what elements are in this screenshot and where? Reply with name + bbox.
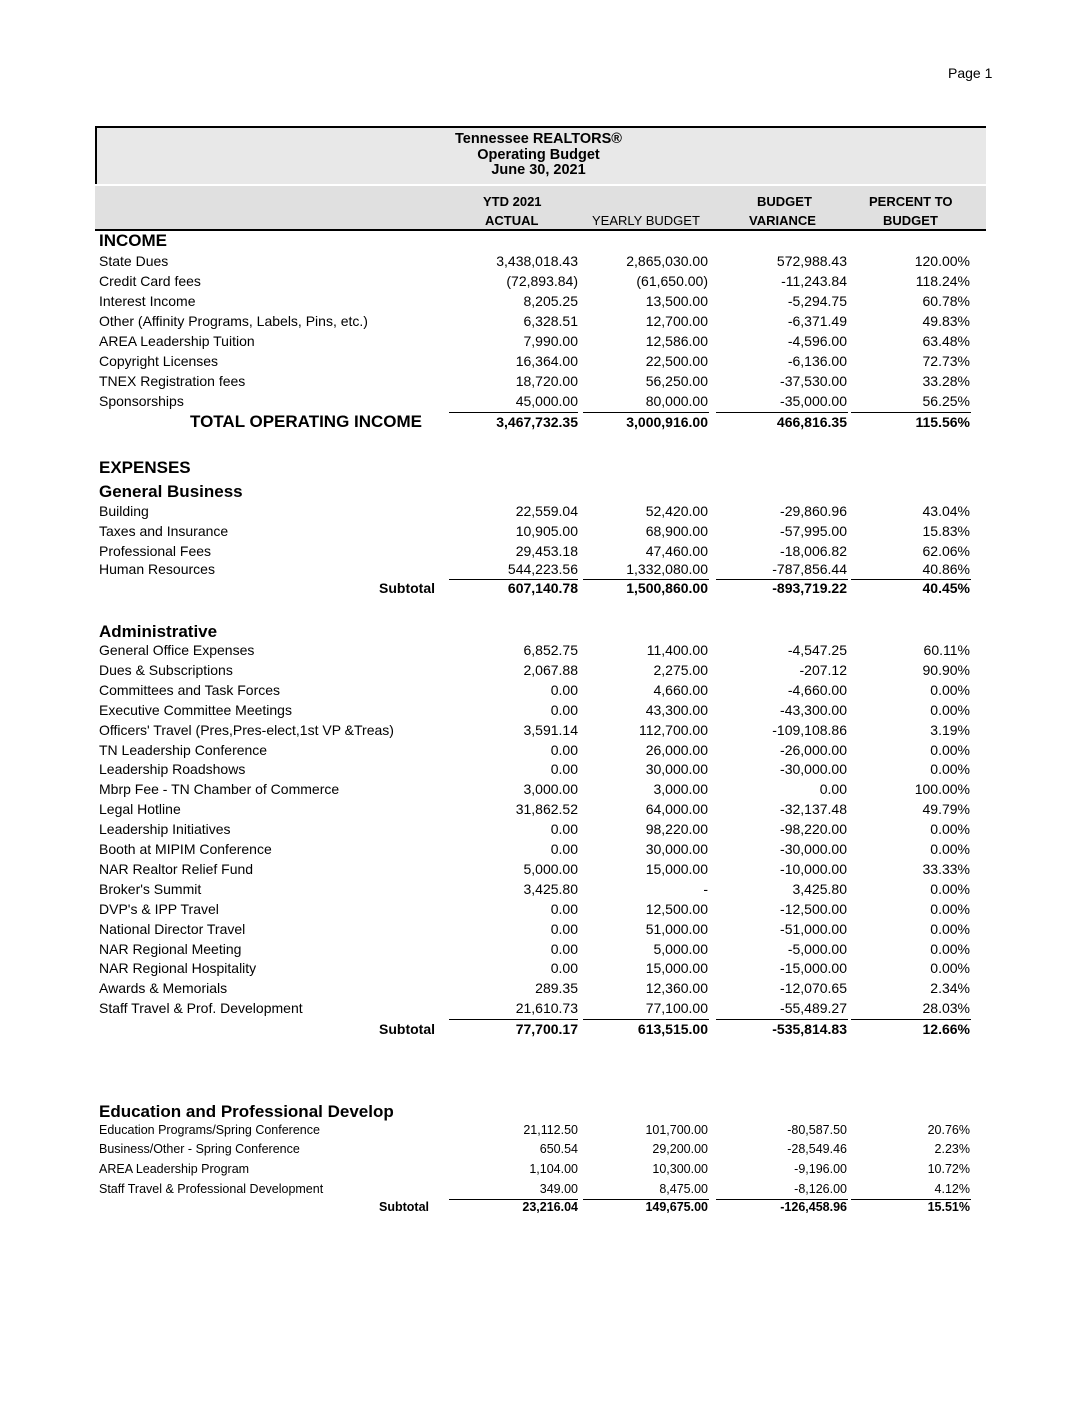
- percent-to-budget: 120.00%: [914, 253, 970, 269]
- ytd-actual: 0.00: [550, 960, 578, 977]
- yearly-budget: 12,586.00: [645, 333, 708, 349]
- ytd-actual: 0.00: [550, 841, 578, 857]
- table-row: [99, 761, 979, 781]
- yearly-budget: -: [703, 880, 708, 897]
- budget-variance: 0.00: [819, 781, 847, 798]
- percent-to-budget: 3.19%: [930, 721, 970, 738]
- yearly-budget: 112,700.00: [638, 721, 708, 738]
- budget-variance: -9,196.00: [794, 1162, 847, 1176]
- budget-variance: -10,000.00: [780, 860, 847, 877]
- table-row: [99, 821, 979, 841]
- ytd-actual: 0.00: [550, 741, 578, 758]
- table-row: [99, 960, 979, 980]
- yearly-budget: 80,000.00: [645, 393, 708, 409]
- percent-to-budget: 2.34%: [930, 980, 970, 997]
- line-item-label: Credit Card fees: [99, 273, 201, 289]
- column-headers: [95, 186, 986, 231]
- budget-variance: -51,000.00: [780, 920, 847, 937]
- budget-variance: 572,988.43: [776, 253, 847, 269]
- yearly-budget: 15,000.00: [645, 960, 708, 977]
- col-percent-bottom: BUDGET: [883, 213, 938, 228]
- line-item-label: TNEX Registration fees: [99, 373, 246, 389]
- table-row: [99, 781, 979, 801]
- percent-to-budget: 2.23%: [934, 1142, 970, 1156]
- budget-variance: -37,530.00: [780, 373, 847, 389]
- col-variance-bottom: VARIANCE: [749, 213, 816, 228]
- ytd-actual: 650.54: [539, 1142, 578, 1156]
- percent-to-budget: 0.00%: [930, 900, 970, 917]
- table-row: [99, 503, 979, 523]
- subtotal-row: [99, 1200, 979, 1220]
- percent-to-budget: 0.00%: [930, 960, 970, 977]
- percent-to-budget: 0.00%: [930, 681, 970, 698]
- percent-to-budget: 118.24%: [915, 273, 970, 289]
- org-name: Tennessee REALTORS®: [454, 131, 622, 147]
- ytd-actual: 6,852.75: [523, 642, 578, 658]
- line-item-label: Leadership Roadshows: [99, 761, 246, 778]
- ytd-actual: 3,000.00: [523, 781, 578, 798]
- yearly-budget: 3,000.00: [653, 781, 708, 798]
- table-row: [99, 881, 979, 901]
- percent-to-budget: 12.66%: [922, 1021, 970, 1037]
- table-row: [99, 313, 979, 333]
- yearly-budget: 12,360.00: [645, 980, 708, 997]
- budget-variance: -8,126.00: [794, 1182, 847, 1196]
- percent-to-budget: 56.25%: [922, 393, 970, 409]
- table-row: [99, 1123, 979, 1143]
- subtotal-row: [99, 580, 979, 600]
- yearly-budget: 5,000.00: [653, 940, 708, 957]
- yearly-budget: 1,332,080.00: [626, 561, 708, 577]
- percent-to-budget: 4.12%: [934, 1182, 970, 1196]
- table-row: [99, 543, 979, 563]
- percent-to-budget: 90.90%: [922, 661, 970, 678]
- table-row: [99, 1000, 979, 1020]
- budget-variance: -29,860.96: [780, 503, 847, 519]
- table-row: [99, 393, 979, 413]
- total-rule: [716, 412, 848, 413]
- percent-to-budget: 0.00%: [930, 741, 970, 758]
- ytd-actual: 77,700.17: [515, 1021, 578, 1037]
- line-item-label: Staff Travel & Professional Development: [99, 1182, 324, 1196]
- report-header: [95, 126, 986, 184]
- yearly-budget: 56,250.00: [645, 373, 708, 389]
- line-item-label: Legal Hotline: [99, 801, 181, 818]
- yearly-budget: 30,000.00: [645, 761, 708, 778]
- percent-to-budget: 28.03%: [922, 1000, 970, 1017]
- budget-variance: -4,547.25: [787, 642, 847, 658]
- yearly-budget: 12,500.00: [645, 900, 708, 917]
- line-item-label: NAR Regional Hospitality: [99, 960, 257, 977]
- ytd-actual: 18,720.00: [515, 373, 578, 389]
- yearly-budget: 22,500.00: [645, 353, 708, 369]
- ytd-actual: 289.35: [535, 980, 578, 997]
- ytd-actual: (72,893.84): [506, 273, 578, 289]
- budget-variance: -12,070.65: [780, 980, 847, 997]
- ytd-actual: 8,205.25: [523, 293, 578, 309]
- yearly-budget: 2,865,030.00: [626, 253, 708, 269]
- ytd-actual: 3,467,732.35: [496, 414, 578, 430]
- line-item-label: Leadership Initiatives: [99, 821, 231, 838]
- yearly-budget: 30,000.00: [645, 841, 708, 857]
- budget-variance: -15,000.00: [780, 960, 847, 977]
- budget-variance: -787,856.44: [772, 561, 847, 577]
- table-row: [99, 561, 979, 581]
- line-item-label: Executive Committee Meetings: [99, 701, 292, 718]
- percent-to-budget: 100.00%: [914, 781, 970, 798]
- line-item-label: Officers' Travel (Pres,Pres-elect,1st VP &Treas): [99, 721, 394, 738]
- col-actual-bottom: ACTUAL: [485, 213, 539, 228]
- budget-variance: -126,458.96: [780, 1200, 847, 1214]
- budget-variance: -32,137.48: [780, 801, 847, 818]
- line-item-label: Professional Fees: [99, 543, 212, 559]
- budget-variance: -35,000.00: [780, 393, 847, 409]
- line-item-label: TN Leadership Conference: [99, 741, 268, 758]
- line-item-label: Copyright Licenses: [99, 353, 219, 369]
- ytd-actual: 1,104.00: [529, 1162, 578, 1176]
- budget-variance: -6,136.00: [787, 353, 847, 369]
- ytd-actual: 16,364.00: [515, 353, 578, 369]
- percent-to-budget: 0.00%: [930, 841, 970, 857]
- yearly-budget: 64,000.00: [645, 801, 708, 818]
- yearly-budget: 29,200.00: [652, 1142, 708, 1156]
- percent-to-budget: 62.06%: [922, 543, 970, 559]
- yearly-budget: 101,700.00: [645, 1123, 708, 1137]
- table-row: [99, 980, 979, 1000]
- line-item-label: Mbrp Fee - TN Chamber of Commerce: [99, 781, 340, 798]
- table-row: [99, 523, 979, 543]
- budget-variance: -6,371.49: [787, 313, 847, 329]
- line-item-label: Other (Affinity Programs, Labels, Pins, etc.): [99, 313, 368, 329]
- table-row: [99, 941, 979, 961]
- table-row: [99, 682, 979, 702]
- percent-to-budget: 15.83%: [922, 523, 970, 539]
- line-item-label: Education Programs/Spring Conference: [99, 1123, 320, 1137]
- section-heading: Administrative: [99, 622, 218, 641]
- yearly-budget: 149,675.00: [645, 1200, 708, 1214]
- budget-variance: 3,425.80: [792, 880, 847, 897]
- ytd-actual: 23,216.04: [522, 1200, 578, 1214]
- percent-to-budget: 10.72%: [927, 1162, 970, 1176]
- budget-variance: -30,000.00: [780, 761, 847, 778]
- percent-to-budget: 0.00%: [930, 761, 970, 778]
- percent-to-budget: 0.00%: [930, 940, 970, 957]
- ytd-actual: 5,000.00: [523, 860, 578, 877]
- budget-variance: -893,719.22: [772, 580, 847, 596]
- budget-variance: -535,814.83: [772, 1021, 847, 1037]
- ytd-actual: 3,425.80: [523, 880, 578, 897]
- yearly-budget: 52,420.00: [645, 503, 708, 519]
- ytd-actual: 0.00: [550, 900, 578, 917]
- budget-variance: -207.12: [799, 661, 847, 678]
- line-item-label: Business/Other - Spring Conference: [99, 1142, 300, 1156]
- percent-to-budget: 49.83%: [922, 313, 970, 329]
- percent-to-budget: 60.11%: [923, 642, 970, 658]
- percent-to-budget: 115.56%: [915, 414, 970, 430]
- percent-to-budget: 33.33%: [922, 860, 970, 877]
- yearly-budget: 26,000.00: [645, 741, 708, 758]
- yearly-budget: 11,400.00: [646, 642, 708, 658]
- line-item-label: Broker's Summit: [99, 880, 202, 897]
- ytd-actual: 544,223.56: [507, 561, 578, 577]
- total-rule: [583, 1019, 709, 1020]
- line-item-label: General Office Expenses: [99, 642, 255, 658]
- line-item-label: Subtotal: [379, 580, 435, 596]
- line-item-label: State Dues: [99, 253, 169, 269]
- line-item-label: Awards & Memorials: [99, 980, 228, 997]
- line-item-label: Human Resources: [99, 561, 215, 577]
- percent-to-budget: 72.73%: [922, 353, 970, 369]
- budget-variance: -4,596.00: [787, 333, 847, 349]
- percent-to-budget: 20.76%: [927, 1123, 970, 1137]
- percent-to-budget: 43.04%: [922, 503, 970, 519]
- yearly-budget: 613,515.00: [637, 1021, 708, 1037]
- line-item-label: AREA Leadership Tuition: [99, 333, 255, 349]
- line-item-label: Staff Travel & Prof. Development: [99, 1000, 303, 1017]
- line-item-label: Booth at MIPIM Conference: [99, 841, 272, 857]
- table-row: [99, 841, 979, 861]
- section-heading: INCOME: [99, 231, 167, 250]
- col-percent-top: PERCENT TO: [869, 194, 953, 209]
- line-item-label: Subtotal: [379, 1200, 429, 1214]
- ytd-actual: 0.00: [550, 761, 578, 778]
- table-row: [99, 921, 979, 941]
- line-item-label: DVP's & IPP Travel: [99, 900, 219, 917]
- line-item-label: Committees and Task Forces: [99, 681, 281, 698]
- table-row: [99, 353, 979, 373]
- yearly-budget: 10,300.00: [652, 1162, 708, 1176]
- ytd-actual: 0.00: [550, 940, 578, 957]
- col-yearly-budget: YEARLY BUDGET: [592, 213, 700, 228]
- yearly-budget: 68,900.00: [645, 523, 708, 539]
- budget-variance: -4,660.00: [787, 681, 847, 698]
- ytd-actual: 22,559.04: [515, 503, 578, 519]
- line-item-label: NAR Regional Meeting: [99, 940, 242, 957]
- table-row: [99, 253, 979, 273]
- budget-variance: -43,300.00: [780, 701, 847, 718]
- ytd-actual: 7,990.00: [523, 333, 578, 349]
- total-row: [99, 414, 979, 434]
- page-number: Page 1: [948, 65, 993, 81]
- line-item-label: Interest Income: [99, 293, 196, 309]
- total-rule: [583, 412, 709, 413]
- budget-variance: -55,489.27: [780, 1000, 847, 1017]
- budget-variance: -57,995.00: [780, 523, 847, 539]
- percent-to-budget: 63.48%: [922, 333, 970, 349]
- ytd-actual: 21,112.50: [523, 1123, 578, 1137]
- table-row: [99, 662, 979, 682]
- line-item-label: Taxes and Insurance: [99, 523, 229, 539]
- ytd-actual: 3,438,018.43: [496, 253, 578, 269]
- budget-variance: -30,000.00: [780, 841, 847, 857]
- yearly-budget: 3,000,916.00: [626, 414, 708, 430]
- line-item-label: Building: [99, 503, 149, 519]
- budget-variance: -12,500.00: [780, 900, 847, 917]
- table-row: [99, 373, 979, 393]
- line-item-label: NAR Realtor Relief Fund: [99, 860, 254, 877]
- ytd-actual: 21,610.73: [515, 1000, 578, 1017]
- ytd-actual: 45,000.00: [515, 393, 578, 409]
- percent-to-budget: 40.45%: [922, 580, 970, 596]
- yearly-budget: 77,100.00: [645, 1000, 708, 1017]
- total-rule: [851, 412, 971, 413]
- section-heading: Education and Professional Develop: [99, 1102, 394, 1121]
- table-row: [99, 642, 979, 662]
- budget-variance: -11,243.84: [781, 273, 847, 289]
- ytd-actual: 349.00: [539, 1182, 578, 1196]
- line-item-label: National Director Travel: [99, 920, 246, 937]
- line-item-label: Dues & Subscriptions: [99, 661, 233, 678]
- ytd-actual: 0.00: [550, 681, 578, 698]
- yearly-budget: 4,660.00: [653, 681, 708, 698]
- table-row: [99, 702, 979, 722]
- col-variance-top: BUDGET: [757, 194, 812, 209]
- table-row: [99, 333, 979, 353]
- yearly-budget: 1,500,860.00: [626, 580, 708, 596]
- ytd-actual: 0.00: [550, 821, 578, 838]
- percent-to-budget: 40.86%: [922, 561, 970, 577]
- budget-variance: 466,816.35: [776, 414, 847, 430]
- budget-variance: -5,294.75: [787, 293, 847, 309]
- budget-variance: -98,220.00: [780, 821, 847, 838]
- total-rule: [449, 412, 578, 413]
- section-heading: EXPENSES: [99, 458, 191, 477]
- budget-variance: -5,000.00: [787, 940, 847, 957]
- report-date: June 30, 2021: [491, 162, 586, 178]
- ytd-actual: 10,905.00: [515, 523, 578, 539]
- subtotal-row: [99, 1021, 979, 1041]
- table-row: [99, 742, 979, 762]
- ytd-actual: 0.00: [550, 701, 578, 718]
- yearly-budget: 51,000.00: [645, 920, 708, 937]
- line-item-label: TOTAL OPERATING INCOME: [190, 412, 423, 431]
- yearly-budget: 47,460.00: [645, 543, 708, 559]
- percent-to-budget: 0.00%: [930, 821, 970, 838]
- total-rule: [851, 1019, 971, 1020]
- budget-variance: -18,006.82: [780, 543, 847, 559]
- budget-variance: -28,549.46: [787, 1142, 847, 1156]
- percent-to-budget: 49.79%: [922, 801, 970, 818]
- yearly-budget: 2,275.00: [653, 661, 708, 678]
- line-item-label: AREA Leadership Program: [99, 1162, 250, 1176]
- total-rule: [449, 1019, 578, 1020]
- yearly-budget: 12,700.00: [645, 313, 708, 329]
- yearly-budget: 15,000.00: [645, 860, 708, 877]
- ytd-actual: 3,591.14: [523, 721, 578, 738]
- ytd-actual: 607,140.78: [507, 580, 578, 596]
- section-heading: General Business: [99, 482, 243, 501]
- ytd-actual: 29,453.18: [515, 543, 578, 559]
- yearly-budget: 43,300.00: [645, 701, 708, 718]
- percent-to-budget: 0.00%: [930, 701, 970, 718]
- budget-variance: -80,587.50: [787, 1123, 847, 1137]
- col-actual-top: YTD 2021: [483, 194, 542, 209]
- percent-to-budget: 15.51%: [927, 1200, 970, 1214]
- table-row: [99, 901, 979, 921]
- percent-to-budget: 0.00%: [930, 880, 970, 897]
- table-row: [99, 1162, 979, 1182]
- yearly-budget: (61,650.00): [636, 273, 708, 289]
- report-title: Operating Budget: [477, 146, 600, 163]
- table-row: [99, 1142, 979, 1162]
- total-rule: [716, 1019, 848, 1020]
- percent-to-budget: 0.00%: [930, 920, 970, 937]
- budget-variance: -26,000.00: [780, 741, 847, 758]
- percent-to-budget: 60.78%: [922, 293, 970, 309]
- table-row: [99, 801, 979, 821]
- yearly-budget: 8,475.00: [659, 1182, 708, 1196]
- yearly-budget: 98,220.00: [645, 821, 708, 838]
- table-row: [99, 861, 979, 881]
- ytd-actual: 6,328.51: [523, 313, 578, 329]
- percent-to-budget: 33.28%: [922, 373, 970, 389]
- line-item-label: Subtotal: [379, 1021, 435, 1037]
- ytd-actual: 0.00: [550, 920, 578, 937]
- table-row: [99, 293, 979, 313]
- yearly-budget: 13,500.00: [645, 293, 708, 309]
- ytd-actual: 31,862.52: [515, 801, 578, 818]
- line-item-label: Sponsorships: [99, 393, 184, 409]
- table-row: [99, 722, 979, 742]
- table-row: [99, 273, 979, 293]
- ytd-actual: 2,067.88: [523, 661, 578, 678]
- budget-variance: -109,108.86: [772, 721, 847, 738]
